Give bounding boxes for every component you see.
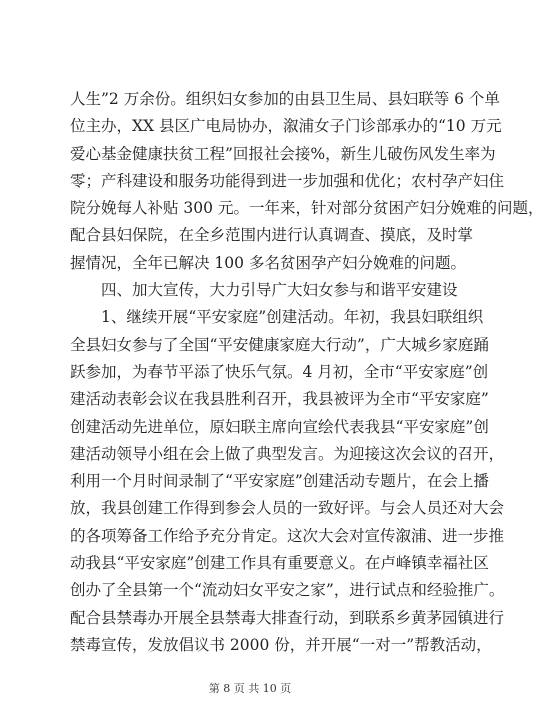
text-line: 配合县禁毒办开展全县禁毒大排查行动，到联系乡黄茅园镇进行: [70, 608, 505, 627]
text-line: 1、继续开展“平安家庭”创建活动。年初，我县妇联组织: [70, 308, 484, 327]
text-line: 全县妇女参与了全国“平安健康家庭大行动”，广大城乡家庭踊: [70, 335, 489, 354]
text-line: 零；产科建设和服务功能得到进一步加强和优化；农村孕产妇住: [70, 171, 505, 190]
page-footer: 第 8 页 共 10 页: [208, 682, 292, 695]
text-line: 建活动表彰会议在我县胜利召开，我县被评为全市“平安家庭”: [70, 390, 489, 409]
text-line: 动我县“平安家庭”创建工作具有重要意义。在卢峰镇幸福社区: [70, 554, 489, 573]
text-line: 创办了全县第一个“流动妇女平安之家”，进行试点和经验推广。: [70, 581, 505, 600]
text-line: 创建活动先进单位，原妇联主席向宣绘代表我县“平安家庭”创: [70, 417, 489, 436]
text-line: 建活动领导小组在会上做了典型发言。为迎接这次会议的召开，: [70, 444, 505, 463]
text-line: 的各项筹备工作给予充分肯定。这次大会对宣传溆浦、进一步推: [70, 526, 505, 545]
section-heading: 四、加大宣传，大力引导广大妇女参与和谐平安建设: [70, 281, 458, 300]
text-line: 握情况，全年已解决 100 多名贫困孕产妇分娩难的问题。: [70, 253, 466, 272]
text-line: 放，我县创建工作得到参会人员的一致好评。与会人员还对大会: [70, 499, 505, 518]
text-line: 配合县妇保院，在全乡范围内进行认真调查、摸底，及时掌: [70, 226, 474, 245]
text-line: 利用一个月时间录制了“平安家庭”创建活动专题片，在会上播: [70, 472, 489, 491]
text-line: 院分娩每人补贴 300 元。一年来，针对部分贫困产妇分娩难的问题，: [70, 199, 543, 218]
text-line: 人生”2 万余份。组织妇女参加的由县卫生局、县妇联等 6 个单: [70, 90, 500, 108]
text-line: 跃参加，为春节平添了快乐气氛。4 月初，全市“平安家庭”创: [70, 362, 489, 381]
text-line: 位主办，XX 县区广电局协办，溆浦女子门诊部承办的“10 万元: [70, 117, 502, 136]
document-body: [70, 86, 543, 659]
text-line: 爱心基金健康扶贫工程”回报社会接%，新生儿破伤风发生率为: [70, 144, 496, 163]
text-line: 禁毒宣传，发放倡议书 2000 份，并开展“一对一”帮教活动，: [70, 635, 492, 654]
